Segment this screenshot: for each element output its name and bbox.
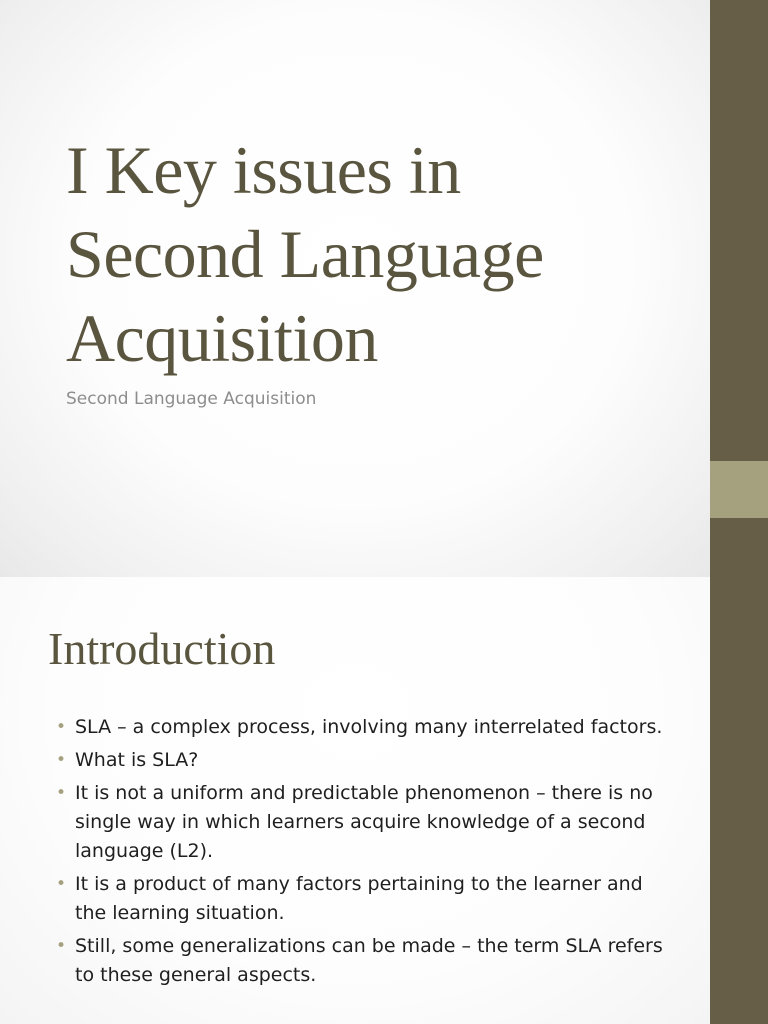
slide-title (66, 128, 686, 380)
bullet-icon: • (56, 717, 67, 737)
bullet-item (56, 870, 676, 928)
bullet-text: It is not a uniform and predictable phenomenon – there is no single way in which learners acquire knowledge of a second language (L2). (75, 782, 653, 862)
bullet-item (56, 713, 676, 742)
bullet-text: What is SLA? (75, 749, 199, 771)
bullet-icon: • (56, 750, 67, 770)
bullet-item (56, 932, 676, 990)
introduction-slide (0, 577, 710, 1024)
sidebar-accent-block (710, 461, 768, 518)
slide-subtitle: Second Language Acquisition (66, 389, 317, 409)
section-heading: Introduction (48, 623, 276, 674)
bullet-text: Still, some generalizations can be made – the term SLA refers to these general aspects. (75, 935, 663, 986)
slide-title-line: Second Language (66, 216, 544, 292)
bullet-item (56, 779, 676, 866)
bullet-icon: • (56, 783, 67, 803)
bullet-icon: • (56, 874, 67, 894)
bullet-text: It is a product of many factors pertaining to the learner and the learning situation. (75, 873, 643, 924)
bullet-icon: • (56, 936, 67, 956)
slide-title-line: I Key issues in (66, 132, 461, 208)
bullet-text: SLA – a complex process, involving many interrelated factors. (75, 716, 663, 738)
slide-title-line: Acquisition (66, 300, 378, 376)
bullet-list (56, 713, 676, 994)
bullet-item (56, 746, 676, 775)
